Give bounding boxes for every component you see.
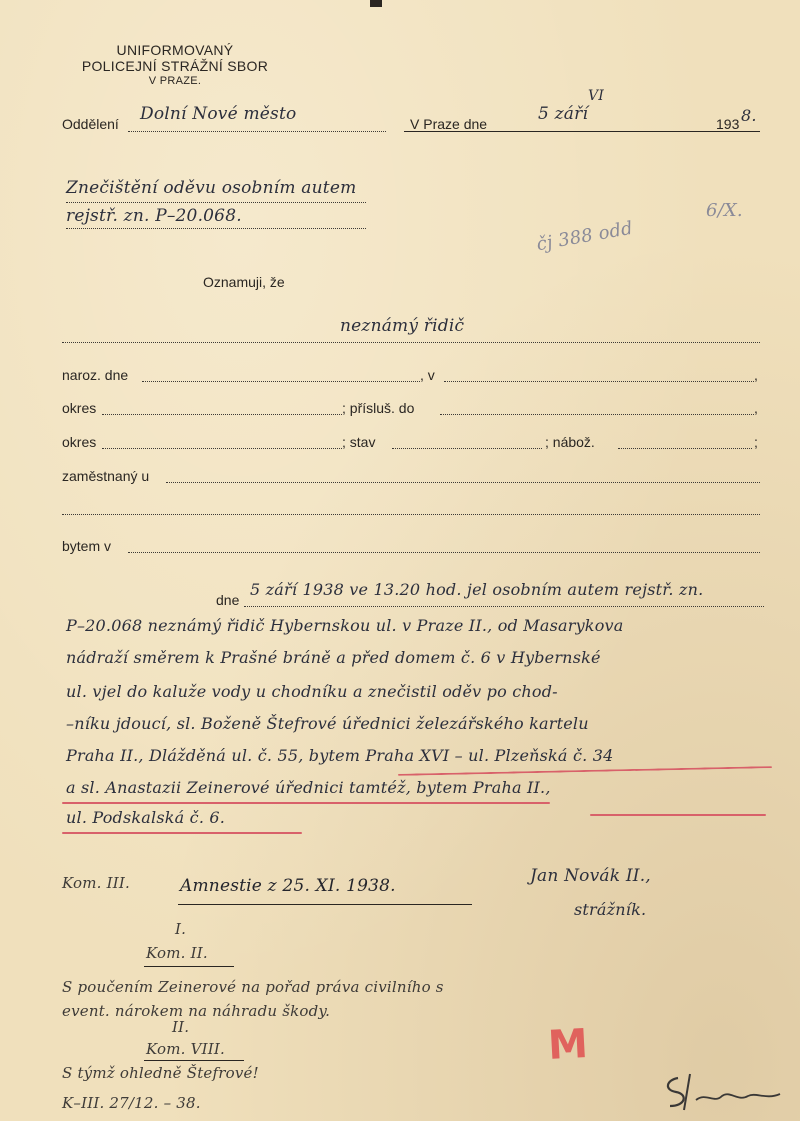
narrative-line7: a sl. Anastazii Zeinerové úřednici tamtéž, bytem Praha II.,	[66, 778, 551, 797]
org-name-line2: POLICEJNÍ STRÁŽNÍ SBOR	[81, 58, 269, 74]
comma-2: ,	[754, 400, 758, 416]
red-pencil-mark: M	[546, 1020, 589, 1070]
district-label: okres	[62, 400, 97, 416]
rank: strážník.	[574, 900, 647, 919]
district2-label: okres	[62, 434, 97, 450]
narrative-dotted-line	[244, 606, 764, 607]
subject-line1: Znečištění oděvu osobním autem	[66, 178, 357, 198]
margin-note-2: 6/X.	[706, 200, 743, 221]
status-label: ; stav	[342, 434, 376, 450]
pencil-note-1: S poučením Zeinerové na pořad práva civilního s	[62, 978, 444, 996]
pencil-date-ref: K–III. 27/12. – 38.	[62, 1094, 201, 1112]
dne-label: dne	[216, 592, 240, 608]
org-city: V PRAZE.	[148, 75, 202, 87]
narrative-line6: Praha II., Dlážděná ul. č. 55, bytem Praha XVI – ul. Plzeňská č. 34	[66, 746, 614, 765]
amnesty-underline	[178, 904, 472, 905]
subject-dotted-line1	[66, 202, 366, 203]
date-value: 5 září	[538, 104, 589, 124]
semicolon-end: ;	[754, 434, 758, 450]
commission-2: Kom. II.	[146, 944, 208, 962]
announce-label: Oznamuji, že	[203, 274, 285, 290]
birth-place-label: , v	[420, 367, 435, 383]
religion-dotted-line	[618, 448, 752, 449]
birth-label: naroz. dne	[62, 367, 129, 383]
year-suffix: 8.	[741, 106, 757, 125]
date-correction: VI	[588, 88, 605, 104]
district-dotted-line	[102, 414, 342, 415]
comma-1: ,	[754, 367, 758, 383]
initials-signature	[656, 1070, 786, 1114]
narrative-line3: nádraží směrem k Prašné bráně a před domem č. 6 v Hybernské	[66, 648, 601, 667]
red-underline-2	[62, 802, 550, 804]
date-prefix: V Praze dne	[410, 116, 488, 132]
commission-8-underline	[144, 1060, 244, 1061]
pencil-note-3: S týmž ohledně Štefrové!	[62, 1064, 259, 1082]
extra-dotted-line	[62, 514, 760, 515]
pencil-note-2: event. nárokem na náhradu škody.	[62, 1002, 331, 1020]
red-underline-3	[590, 814, 766, 816]
residence-dotted-line	[128, 552, 760, 553]
signature: Jan Novák II.,	[530, 866, 651, 886]
birth-dotted-line	[142, 381, 420, 382]
narrative-line1: 5 září 1938 ve 13.20 hod. jel osobním autem rejstř. zn.	[250, 580, 704, 599]
residence-label: bytem v	[62, 538, 112, 554]
amnesty-note: Amnestie z 25. XI. 1938.	[180, 876, 396, 896]
domicile-dotted-line	[440, 414, 754, 415]
roman-numeral-2: II.	[172, 1018, 190, 1036]
department-dotted-line	[128, 131, 386, 132]
red-underline-4	[62, 832, 302, 834]
narrative-line2: P–20.068 neznámý řidič Hybernskou ul. v Praze II., od Masarykova	[66, 616, 624, 635]
religion-label: ; nábož.	[545, 434, 595, 450]
margin-note: čj 388 odd	[534, 217, 635, 256]
department-value: Dolní Nové město	[140, 104, 297, 124]
narrative-line4: ul. vjel do kaluže vody u chodníku a znečistil oděv po chod-	[66, 682, 558, 701]
commission-2-underline	[144, 966, 234, 967]
organization-header	[60, 42, 290, 88]
employed-dotted-line	[166, 482, 760, 483]
punch-mark	[370, 0, 382, 7]
employed-label: zaměstnaný u	[62, 468, 150, 484]
announce-value: neznámý řidič	[340, 316, 465, 336]
subject-dotted-line2	[66, 228, 366, 229]
district2-dotted-line	[102, 448, 342, 449]
birth-place-dotted-line	[444, 381, 754, 382]
org-name-line1: UNIFORMOVANÝ	[116, 42, 234, 58]
commission-ref: Kom. III.	[62, 874, 130, 892]
subject-line2: rejstř. zn. P–20.068.	[66, 206, 242, 226]
domicile-label: ; přísluš. do	[342, 400, 415, 416]
date-underline	[404, 131, 760, 132]
status-dotted-line	[392, 448, 542, 449]
commission-8: Kom. VIII.	[146, 1040, 225, 1058]
roman-numeral-1: I.	[175, 920, 187, 938]
narrative-line5: –níku jdoucí, sl. Boženě Štefrové úřednici železářského kartelu	[66, 714, 589, 733]
announce-dotted-line	[62, 342, 760, 343]
year-prefix: 193	[716, 116, 740, 132]
narrative-line8: ul. Podskalská č. 6.	[66, 808, 226, 827]
department-label: Oddělení	[62, 116, 119, 132]
